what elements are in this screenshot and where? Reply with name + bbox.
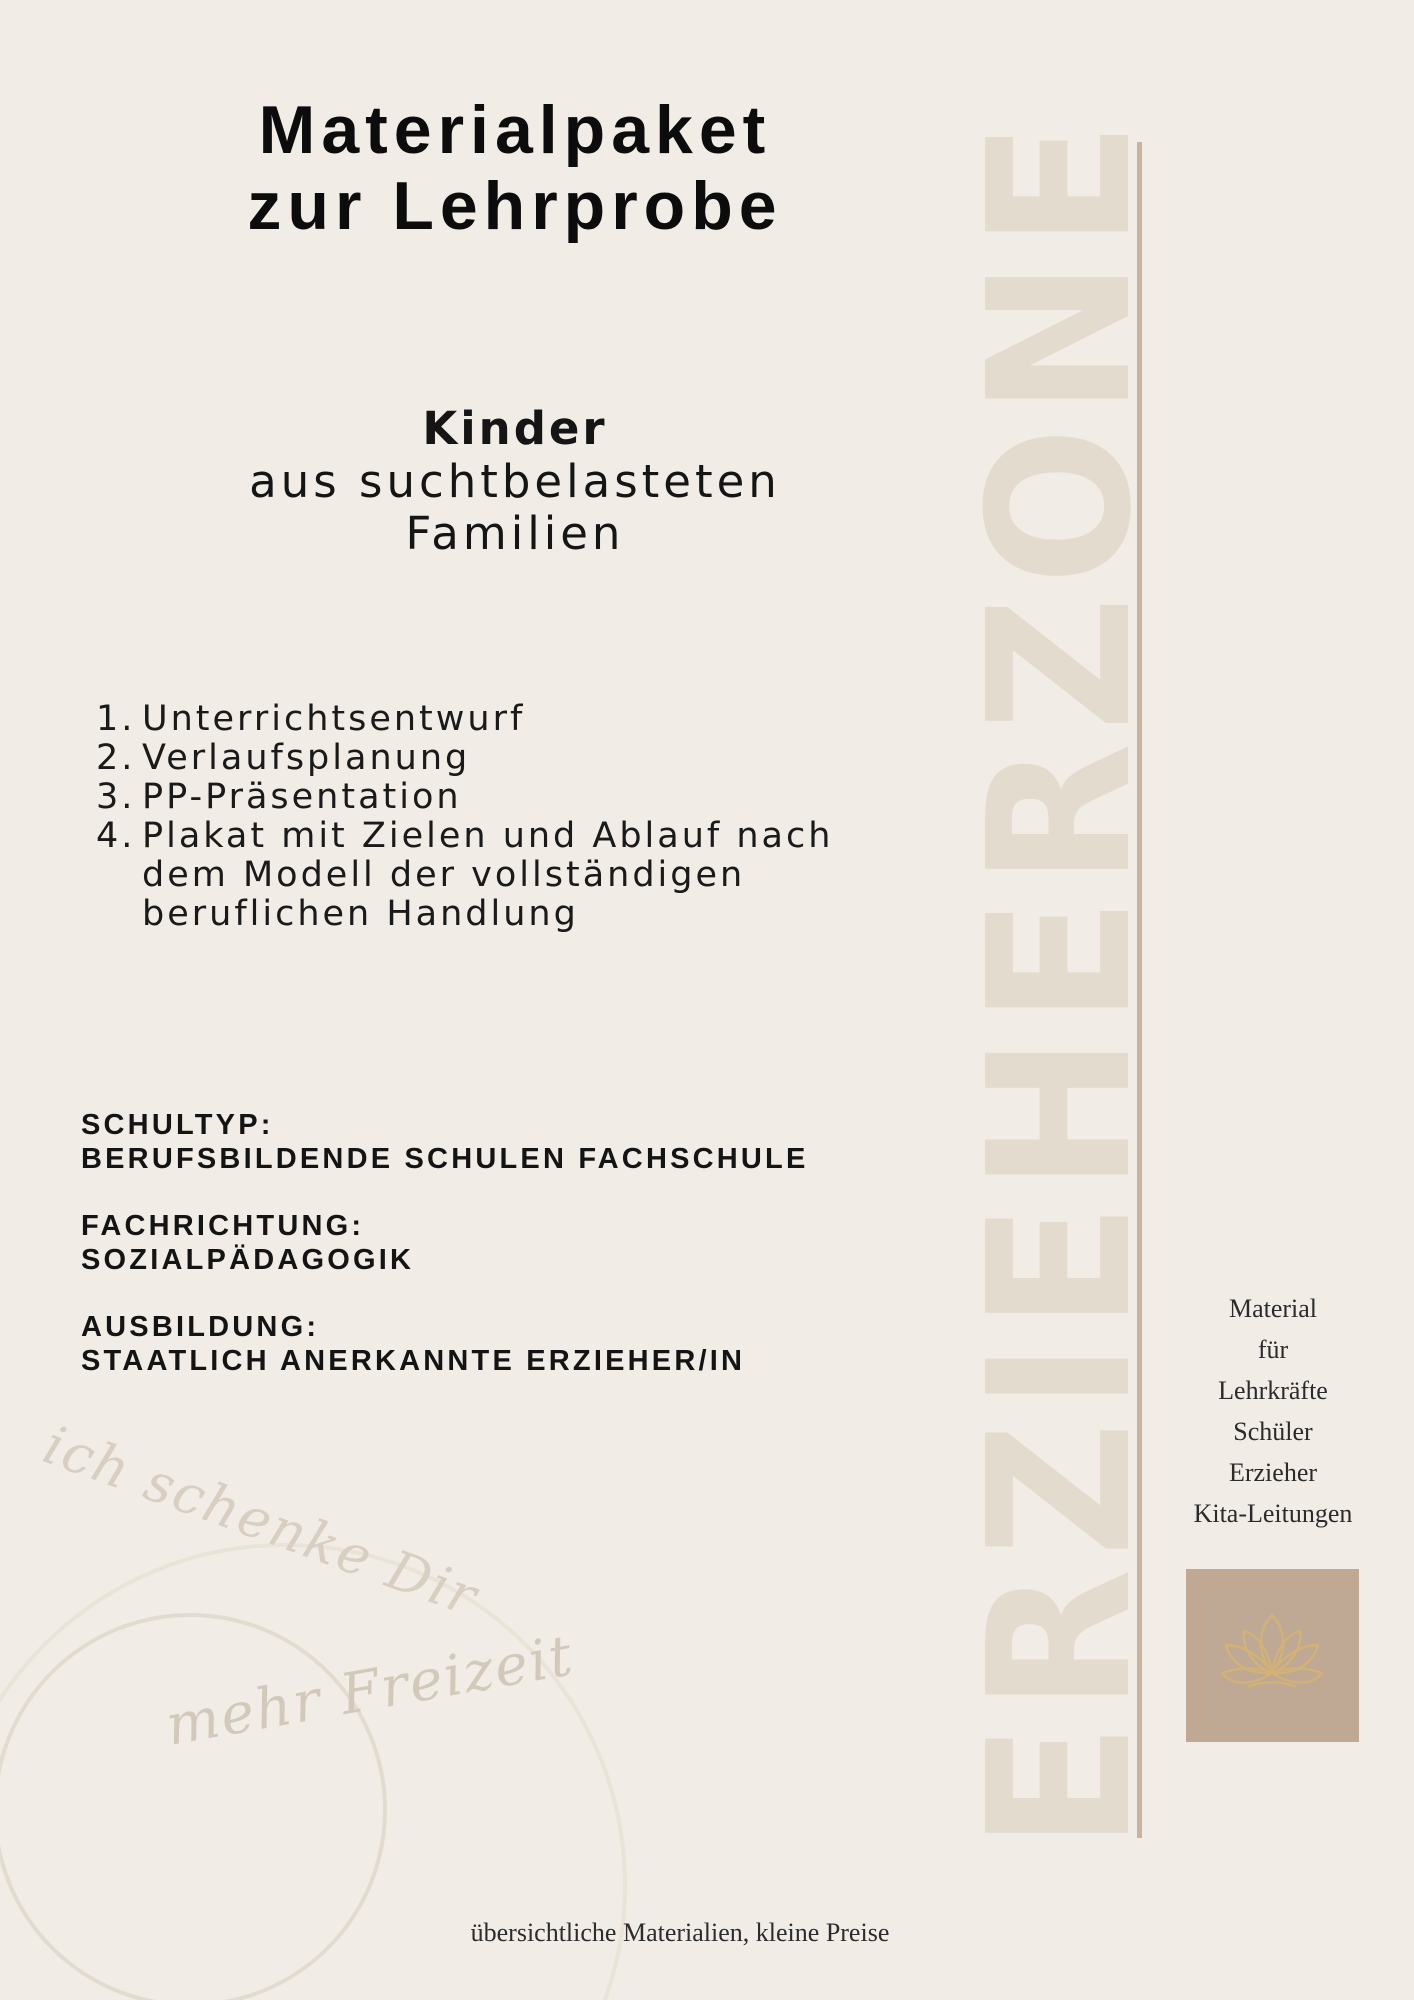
audience-list [1168,1288,1378,1534]
fachrichtung-block [81,1209,941,1277]
contents-list [96,700,896,934]
audience-line: Material [1228,1294,1318,1323]
topic-block [120,402,910,560]
slogan-line-2: mehr Freizeit [161,1623,579,1759]
title-line-1: Materialpaket [258,92,772,168]
topic-heading: Kinder [422,402,608,455]
list-item [96,817,896,934]
topic-line-1: aus suchtbelasteten [249,455,781,508]
list-item-text: Verlaufsplanung [142,738,471,778]
brand-watermark [947,16,1175,1850]
list-item-text: PP-Präsentation [142,777,462,817]
ausbildung-label: AUSBILDUNG: [81,1311,320,1343]
list-item [96,700,896,739]
footer-tagline: übersichtliche Materialien, kleine Preise [470,1918,890,1947]
list-item-number: 4. [96,816,136,856]
fachrichtung-label: FACHRICHTUNG: [81,1210,365,1242]
lotus-icon [1186,1569,1359,1742]
slogan-line-1: ich schenke Dir [35,1413,487,1629]
list-item-number: 1. [96,699,136,739]
schultyp-block [81,1108,941,1176]
brand-name: ERZIEHERZONE [947,16,1175,1850]
list-item-number: 3. [96,777,136,817]
list-item [96,778,896,817]
list-item-number: 2. [96,738,136,778]
course-info [81,1108,941,1411]
audience-line: Schüler [1233,1417,1313,1446]
page-title [120,92,910,244]
fachrichtung-value: SOZIALPÄDAGOGIK [81,1244,415,1276]
audience-line: Kita-Leitungen [1193,1499,1353,1528]
schultyp-value: BERUFSBILDENDE SCHULEN FACHSCHULE [81,1143,809,1175]
list-item-text: Plakat mit Zielen und Ablauf nach dem Modell der vollständigen beruflichen Handlung [142,816,834,934]
vertical-divider [1137,142,1142,1838]
topic-line-2: Familien [405,507,625,560]
schultyp-label: SCHULTYP: [81,1109,274,1141]
handwritten-slogan [30,1413,579,1780]
audience-line: Lehrkräfte [1218,1376,1328,1405]
ausbildung-value: STAATLICH ANERKANNTE ERZIEHER/IN [81,1345,746,1377]
title-line-2: zur Lehrprobe [247,168,783,244]
list-item [96,739,896,778]
audience-line: Erzieher [1228,1458,1318,1487]
ausbildung-block [81,1310,941,1378]
audience-line: für [1257,1335,1289,1364]
brand-logo [1186,1569,1359,1742]
list-item-text: Unterrichtsentwurf [142,699,526,739]
